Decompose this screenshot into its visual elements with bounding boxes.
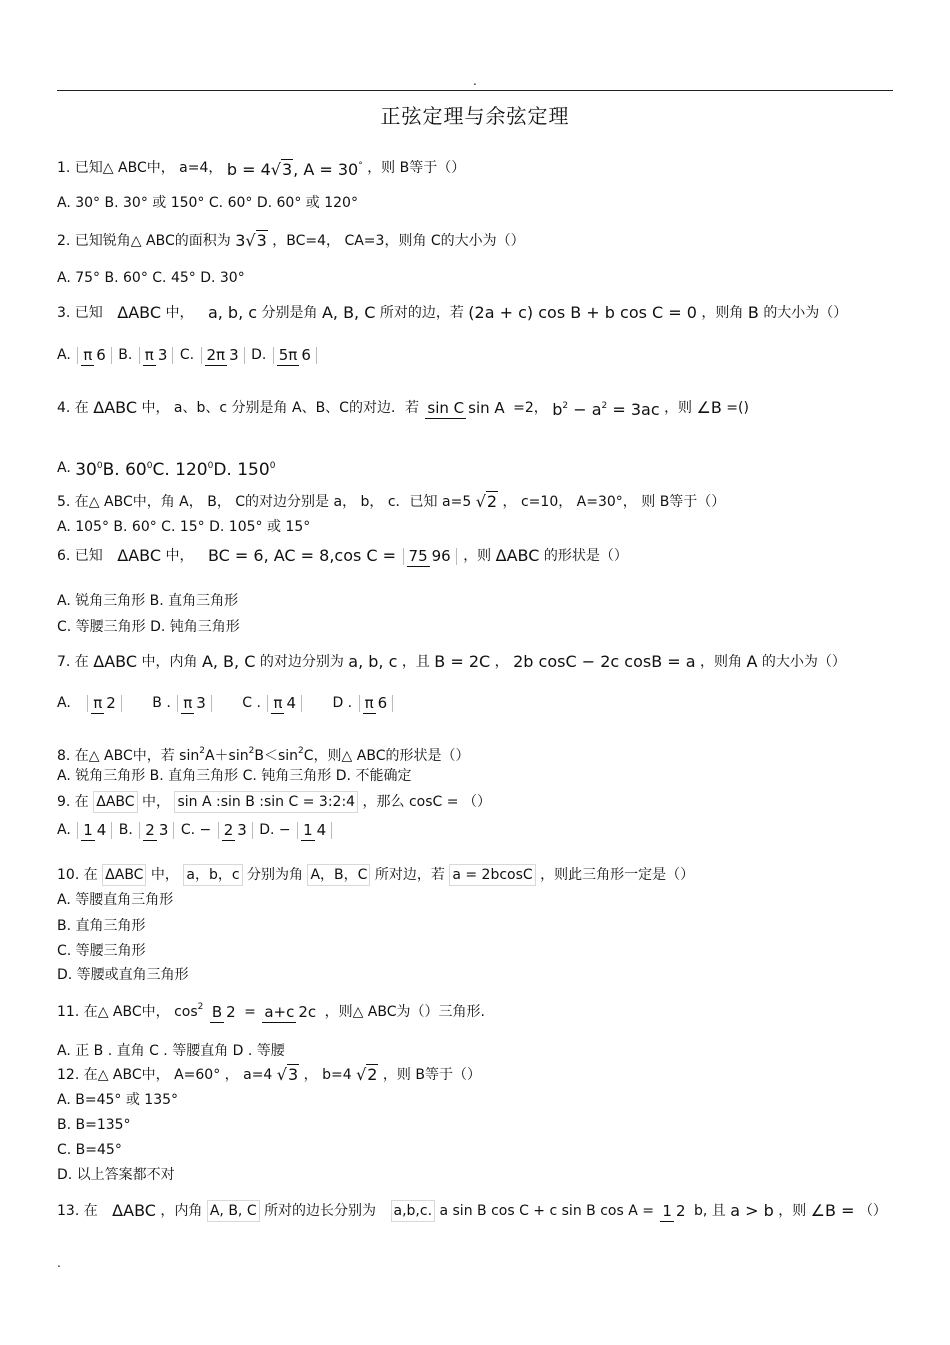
q4-opt-d: D. 150: [213, 460, 270, 480]
q11-fraction-1: [210, 1004, 238, 1021]
q9-opt-d-label: D. −: [259, 822, 291, 838]
header-dot: .: [473, 74, 477, 88]
q12-text-3: ，则 B等于（）: [382, 1067, 481, 1083]
q3-options: [57, 345, 319, 365]
fraction-numerator: 75: [408, 546, 428, 565]
q7-text-6: ，则角: [700, 654, 742, 670]
q5-text-1: 5. 在△ ABC中，角 A， B， C的对边分别是 a， b， c．已知 a=5: [57, 494, 472, 510]
q6-options-1: A. 锐角三角形 B. 直角三角形: [57, 593, 239, 609]
fraction-denominator: 3: [237, 820, 247, 839]
q3-text-6: 的大小为（）: [763, 305, 848, 321]
fraction-numerator: π: [144, 345, 154, 364]
q6-text-1: 6. 已知: [57, 548, 103, 564]
q7-math-equation: 2b cosC − 2c cosB = a: [513, 652, 696, 671]
q6-math-equation: BC = 6, AC = 8,cos C =: [207, 546, 397, 565]
q4-opt-b: B. 60: [102, 460, 147, 480]
q4-fraction: [425, 400, 506, 417]
question-8: [57, 741, 469, 766]
q4-math-angle: ∠B: [696, 398, 722, 417]
question-1: [57, 156, 465, 180]
q6-options-2: C. 等腰三角形 D. 钝角三角形: [57, 619, 240, 635]
q12-text-2: ， b=4: [303, 1067, 352, 1083]
q7-text-5: ，: [494, 654, 509, 670]
fraction-denominator: sin A: [468, 398, 505, 417]
q11-fraction-2: [262, 1004, 318, 1021]
q12-option-b: B. B=135°: [57, 1117, 131, 1133]
q4-text-3: =2，: [513, 400, 548, 416]
q4-opt-c-exp: 0: [207, 461, 214, 471]
q3-opt-b-label: B.: [118, 347, 133, 363]
q3-text-2: 中，: [165, 305, 194, 321]
q4-text-4: ，则: [664, 400, 693, 416]
q12-option-c: C. B=45°: [57, 1142, 122, 1158]
q10-text-1: 10. 在: [57, 867, 98, 883]
q10-text-3: 分别为角: [247, 867, 303, 883]
q8-options: A. 锐角三角形 B. 直角三角形 C. 钝角三角形 D. 不能确定: [57, 768, 412, 784]
fraction-denominator: 96: [431, 546, 451, 565]
q11-options: A. 正 B . 直角 C . 等腰直角 D . 等腰: [57, 1043, 285, 1059]
q7-text-2: 中，内角: [141, 654, 198, 670]
q3-text-1: 3. 已知: [57, 305, 103, 321]
q4-math-equation: [552, 396, 659, 420]
question-12: [57, 1065, 481, 1085]
question-4: [57, 396, 749, 420]
q1-options: A. 30° B. 30° 或 150° C. 60° D. 60° 或 120°: [57, 195, 358, 211]
fraction-numerator: B: [211, 1002, 223, 1021]
q6-text-2: 中，: [165, 548, 194, 564]
q3-opt-b-fraction: [139, 347, 174, 364]
fraction-denominator: 3: [158, 820, 169, 839]
q12-text-1: 12. 在△ ABC中， A=60° ， a=4: [57, 1067, 273, 1083]
q12-option-d: D. 以上答案都不对: [57, 1167, 175, 1183]
q2-math: [235, 231, 268, 251]
q4-b: b: [552, 400, 563, 419]
q9-text-2: 中，: [142, 794, 171, 810]
question-2: [57, 231, 525, 251]
q10-math-sides: a，b，c: [183, 864, 242, 886]
fraction-numerator: π: [83, 345, 93, 364]
q7-math-triangle: ΔABC: [93, 652, 138, 671]
q13-text-3: 所对的边长分别为: [264, 1203, 377, 1219]
q10-text-5: ，则此三角形一定是（）: [540, 867, 695, 883]
q11-text-1: 11. 在△ ABC中， cos: [57, 1004, 198, 1020]
q5-options: A. 105° B. 60° C. 15° D. 105° 或 15°: [57, 519, 311, 535]
fraction-denominator: 3: [157, 345, 168, 364]
q3-opt-c-label: C.: [179, 347, 195, 363]
q4-exp-1: 2: [562, 401, 569, 411]
q13-math-equation: a sin B cos C + c sin B cos A =: [439, 1203, 654, 1219]
q6-text-3: ，则: [463, 548, 492, 564]
q7-opt-c-fraction: [267, 695, 302, 712]
q9-text-4: （）: [462, 794, 491, 810]
q4-minus-a: − a: [568, 400, 602, 419]
q9-text-3: ，那么: [362, 794, 405, 810]
fraction-denominator: 2c: [298, 1002, 317, 1021]
q4-opt-d-exp: 0: [269, 461, 276, 471]
q7-text-4: ，且: [401, 654, 430, 670]
q9-options: [57, 820, 334, 840]
sqrt-icon: √2: [356, 1065, 378, 1084]
fraction-denominator: 6: [96, 345, 106, 364]
q3-text-4: 所对的边，若: [379, 305, 464, 321]
q4-opt-a-value: 30: [75, 460, 97, 480]
q9-opt-a-label: A.: [57, 822, 71, 838]
fraction-numerator: 1: [83, 820, 93, 839]
fraction-denominator: 6: [301, 345, 311, 364]
question-3: [57, 303, 847, 323]
question-10: [57, 864, 694, 886]
q1-math-b: b = 4: [226, 160, 271, 179]
q6-math-triangle: ΔABC: [117, 546, 162, 565]
q1-text-1: 1. 已知△ ABC中， a=4，: [57, 160, 223, 176]
q2-radicand: 3: [256, 231, 267, 250]
q13-text-6: （）: [858, 1203, 887, 1219]
sqrt-icon: √3: [276, 1065, 299, 1084]
q7-opt-a-label: A.: [57, 695, 71, 711]
fraction-numerator: sin C: [427, 398, 465, 417]
q10-math-triangle: ΔABC: [102, 864, 146, 886]
q11-exp: 2: [197, 1002, 204, 1012]
q13-math-sides: a,b,c.: [391, 1200, 436, 1222]
q3-opt-a-fraction: [77, 347, 112, 364]
q3-math-angles: A, B, C: [321, 303, 376, 322]
q4-exp-2: 2: [601, 401, 608, 411]
q8-text-1: 8. 在△ ABC中，若 sin: [57, 748, 200, 764]
q4-text-1: 4. 在: [57, 400, 89, 416]
q8-text-3: B＜sin: [254, 748, 299, 764]
q12-math-2: [356, 1065, 378, 1085]
fraction-numerator: π: [273, 693, 283, 712]
q12-math-1: [277, 1065, 299, 1085]
fraction-denominator: 2: [106, 693, 116, 712]
q2-coef: 3: [235, 231, 246, 250]
q1-math-a: , A = 30: [293, 160, 359, 179]
fraction-numerator: 2π: [206, 345, 226, 364]
question-11: [57, 997, 485, 1022]
q1-radicand: 3: [281, 160, 293, 179]
q4-text-5: =(): [726, 400, 749, 416]
q9-math-cos: cosC =: [408, 794, 459, 810]
q4-rhs: = 3ac: [607, 400, 660, 419]
q12-option-a: A. B=45° 或 135°: [57, 1092, 179, 1108]
q3-opt-a-label: A.: [57, 347, 71, 363]
fraction-denominator: 4: [316, 820, 327, 839]
sqrt-icon: √3: [245, 231, 267, 250]
q4-options: [57, 456, 275, 480]
question-9: [57, 791, 491, 813]
q3-math-equation: (2a + c) cos B + b cos C = 0: [468, 303, 697, 322]
q13-fraction: [660, 1203, 687, 1220]
q4-opt-c: C. 120: [152, 460, 208, 480]
q13-math-ineq: a > b: [730, 1201, 774, 1220]
q4-math-triangle: ΔABC: [93, 398, 138, 417]
q9-opt-b-fraction: [139, 822, 174, 839]
q1-degree: °: [358, 161, 363, 171]
fraction-numerator: a+c: [264, 1002, 295, 1021]
q13-math-angle: ∠B =: [810, 1201, 855, 1220]
q9-math-ratio: sin A :sin B :sin C = 3:2:4: [174, 791, 358, 813]
fraction-denominator: 6: [377, 693, 388, 712]
fraction-numerator: 2: [145, 820, 155, 839]
fraction-numerator: π: [183, 693, 193, 712]
q10-math-angles: A，B，C: [307, 864, 370, 886]
q9-math-triangle: ΔABC: [93, 791, 137, 813]
fraction-numerator: 1: [303, 820, 313, 839]
q10-option-d: D. 等腰或直角三角形: [57, 967, 189, 983]
q8-exp-1: 2: [199, 746, 205, 756]
q4-opt-b-exp: 0: [146, 461, 153, 471]
sqrt-icon: √3: [270, 160, 293, 179]
q7-opt-d-fraction: [359, 695, 394, 712]
q10-option-c: C. 等腰三角形: [57, 943, 146, 959]
q13-text-5: ，则: [778, 1203, 807, 1219]
q9-opt-b-label: B.: [118, 822, 133, 838]
q13-math-angles: A, B, C: [207, 1200, 260, 1222]
question-6: [57, 546, 628, 566]
q8-exp-3: 2: [298, 746, 304, 756]
q7-math-b2c: B = 2C: [434, 652, 491, 671]
q7-math-sides: a, b, c: [348, 652, 398, 671]
question-13: [57, 1200, 887, 1222]
fraction-denominator: 2: [226, 1002, 236, 1021]
q3-text-5: ，则角: [701, 305, 744, 321]
q6-text-4: 的形状是（）: [543, 548, 628, 564]
q6-fraction: [403, 548, 457, 565]
q3-math-sides: a, b, c: [207, 303, 258, 322]
q2-text-2: ，BC=4， CA=3，则角 C的大小为（）: [272, 233, 525, 249]
q9-text-1: 9. 在: [57, 794, 89, 810]
q9-opt-c-label: C. −: [180, 822, 212, 838]
q11-equals: =: [244, 1004, 256, 1020]
q7-text-1: 7. 在: [57, 654, 89, 670]
q3-opt-d-fraction: [273, 347, 317, 364]
q9-opt-d-fraction: [297, 822, 332, 839]
question-5: [57, 492, 725, 512]
q9-opt-c-fraction: [218, 822, 253, 839]
q7-opt-a-fraction: [87, 695, 122, 712]
q9-opt-a-fraction: [77, 822, 112, 839]
q3-math-triangle: ΔABC: [117, 303, 162, 322]
q4-opt-a-label: A.: [57, 460, 71, 476]
fraction-denominator: 4: [96, 820, 107, 839]
q5-math: [476, 492, 498, 512]
q8-text-2: A＋sin: [204, 748, 249, 764]
q13-text-2: ，内角: [160, 1203, 203, 1219]
q1-text-2: ，则 B等于（）: [367, 160, 466, 176]
q7-text-7: 的大小为（）: [761, 654, 846, 670]
q5-radicand: 2: [486, 492, 498, 511]
q10-option-a: A. 等腰直角三角形: [57, 892, 174, 908]
q2-text-1: 2. 已知锐角△ ABC的面积为: [57, 233, 231, 249]
q7-math-angles: A, B, C: [201, 652, 256, 671]
fraction-numerator: 1: [662, 1201, 672, 1220]
q7-opt-c-label: C .: [242, 695, 261, 711]
q8-text-4: C，则△ ABC的形状是（）: [303, 748, 470, 764]
q10-math-equation: a = 2bcosC: [449, 864, 535, 886]
sqrt-icon: √2: [475, 492, 498, 511]
q11-text-2: ，则△ ABC为（）三角形.: [324, 1004, 485, 1020]
q13-math-b: b,: [693, 1203, 708, 1219]
q6-math-triangle-2: ΔABC: [495, 546, 540, 565]
q13-math-triangle: ΔABC: [112, 1201, 156, 1220]
q7-opt-b-label: B .: [152, 695, 171, 711]
fraction-denominator: 2: [675, 1201, 686, 1220]
q10-text-4: 所对边，若: [374, 867, 445, 883]
page-title: 正弦定理与余弦定理: [380, 104, 570, 128]
q7-text-3: 的对边分别为: [259, 654, 344, 670]
q7-opt-d-label: D .: [332, 695, 353, 711]
q8-exp-2: 2: [248, 746, 255, 756]
q12-radicand-2: 2: [367, 1065, 378, 1084]
q7-options: [57, 693, 395, 713]
q2-options: A. 75° B. 60° C. 45° D. 30°: [57, 270, 245, 286]
q4-text-2: 中， a、b、c 分别是角 A、B、C的对边．若: [141, 400, 419, 416]
header-rule: [57, 90, 893, 91]
q3-opt-d-label: D.: [251, 347, 267, 363]
footer-dot: .: [57, 1256, 61, 1270]
fraction-numerator: π: [364, 693, 374, 712]
q3-math-b: B: [747, 303, 759, 322]
q4-opt-a-exp: 0: [96, 461, 103, 471]
fraction-denominator: 3: [196, 693, 206, 712]
fraction-numerator: 5π: [278, 345, 298, 364]
q10-option-b: B. 直角三角形: [57, 918, 146, 934]
q13-text-4: 且: [711, 1203, 726, 1219]
q5-text-2: ， c=10， A=30°， 则 B等于（）: [502, 494, 726, 510]
q7-opt-b-fraction: [177, 695, 212, 712]
q8-text: [57, 741, 469, 766]
fraction-numerator: π: [93, 693, 103, 712]
question-7: [57, 652, 846, 672]
q3-text-3: 分别是角: [261, 305, 318, 321]
q1-math-1: [227, 156, 363, 180]
fraction-denominator: 3: [229, 345, 239, 364]
q3-opt-c-fraction: [201, 347, 245, 364]
fraction-denominator: 4: [286, 693, 296, 712]
q13-text-1: 13. 在: [57, 1203, 98, 1219]
q4-opt-values: [75, 456, 275, 480]
fraction-numerator: 2: [223, 820, 234, 839]
q12-radicand-1: 3: [288, 1065, 299, 1084]
q10-text-2: 中，: [150, 867, 179, 883]
q7-math-a: A: [746, 652, 758, 671]
